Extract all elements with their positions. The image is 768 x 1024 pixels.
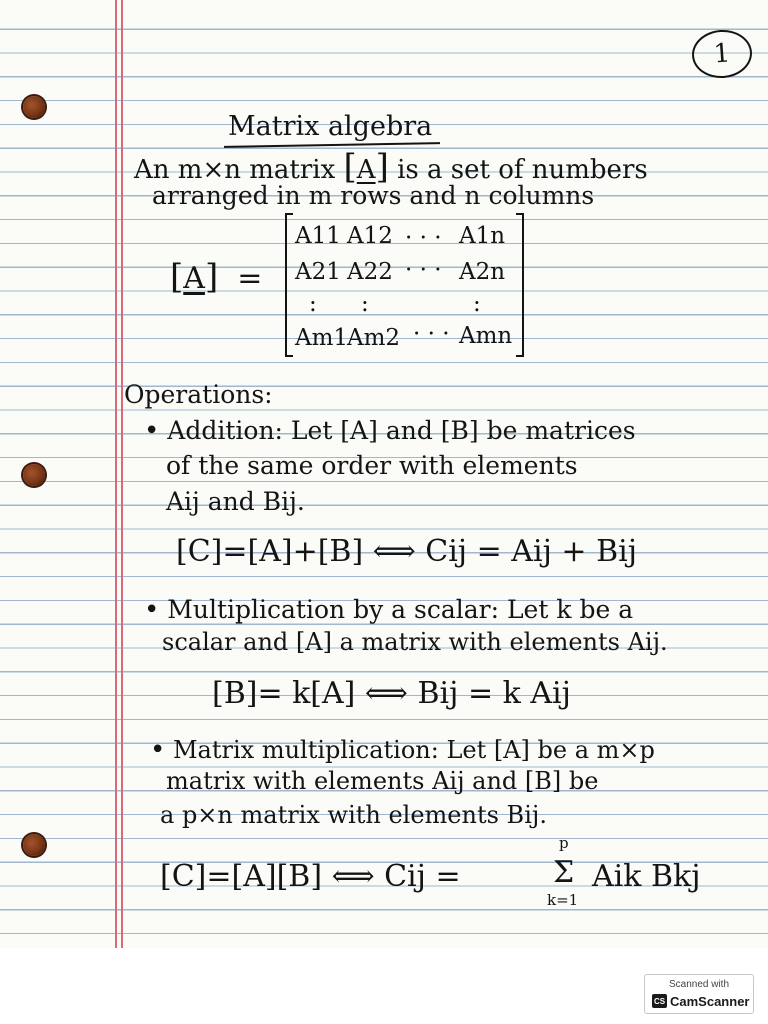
margin-line (115, 0, 117, 948)
matrix-entry: Am1 (295, 325, 349, 351)
addition-line-1: • Addition: Let [A] and [B] be matrices (144, 416, 636, 446)
matmul-line-2: matrix with elements Aij and [B] be (166, 767, 599, 795)
matrix-entry: · · · (405, 225, 442, 251)
matrix-entry: Am2 (347, 325, 401, 351)
addition-line-3: Aij and Bij. (166, 487, 305, 516)
matrix-entry: A22 (347, 259, 393, 285)
page-title: Matrix algebra (228, 111, 433, 142)
punch-hole (23, 96, 45, 118)
matmul-line-3: a p×n matrix with elements Bij. (160, 801, 547, 829)
matrix-entry: · · · (413, 321, 450, 347)
addition-line-2: of the same order with elements (166, 451, 578, 480)
operations-heading: Operations: (124, 380, 273, 409)
addition-formula: [C]=[A]+[B] ⟺ Cij = Aij + Bij (176, 534, 638, 569)
punch-hole (23, 834, 45, 856)
matrix-entry: A1n (459, 223, 506, 249)
matrix-lhs: [A] = (170, 257, 263, 297)
intro-line-1: An m×n matrix [A] is a set of numbers (134, 147, 648, 187)
punch-hole (23, 464, 45, 486)
matrix-entry: A12 (347, 223, 393, 249)
sum-upper-limit: p (559, 834, 569, 852)
matrix-entry: : (361, 291, 369, 317)
margin-line (121, 0, 123, 948)
matrix-entry: Amn (459, 323, 513, 349)
camscanner-logo-icon: CS (652, 994, 667, 1008)
summation-icon: Σ (553, 855, 575, 890)
matmul-line-1: • Matrix multiplication: Let [A] be a m×p (150, 735, 655, 765)
scalar-line-2: scalar and [A] a matrix with elements Aij. (162, 628, 668, 656)
matrix-entry: : (473, 291, 481, 317)
matrix-entry: : (309, 291, 317, 317)
bullet-icon: • (150, 735, 166, 765)
bullet-icon: • (144, 595, 160, 625)
matrix-entry: · · · (405, 257, 442, 283)
camscanner-watermark: Scanned with CS CamScanner (644, 974, 754, 1014)
sum-lower-limit: k=1 (547, 891, 579, 909)
matrix-entry: A21 (295, 259, 341, 285)
matmul-formula-right: Aik Bkj (592, 859, 701, 894)
intro-line-2: arranged in m rows and n columns (152, 181, 595, 210)
scalar-line-1: • Multiplication by a scalar: Let k be a (144, 595, 634, 625)
matmul-formula-left: [C]=[A][B] ⟺ Cij = (160, 859, 461, 894)
page-number: 1 (690, 28, 753, 80)
bullet-icon: • (144, 416, 160, 446)
scalar-formula: [B]= k[A] ⟺ Bij = k Aij (212, 676, 571, 711)
matrix-entry: A11 (295, 223, 341, 249)
matrix-a (285, 215, 524, 355)
matrix-entry: A2n (459, 259, 506, 285)
